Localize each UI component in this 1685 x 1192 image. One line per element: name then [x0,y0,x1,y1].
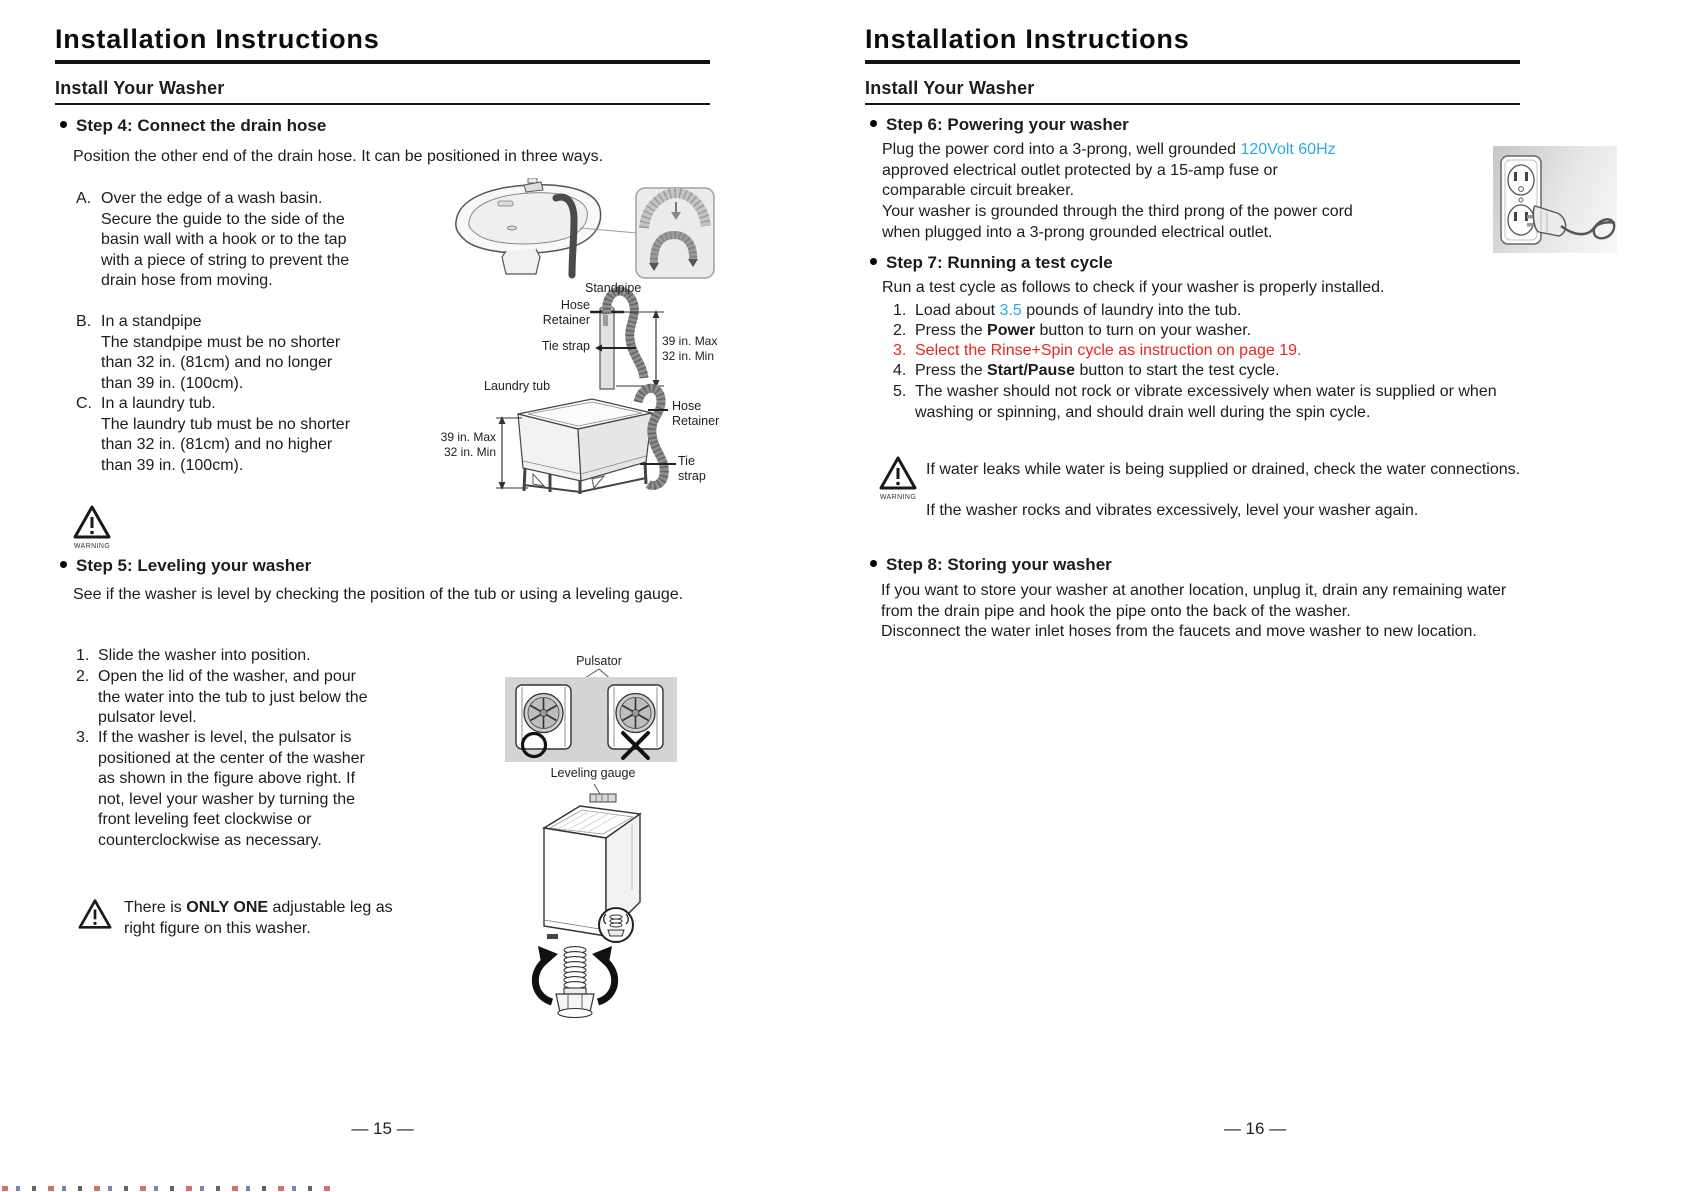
list-text: If the washer is level, the pulsator is positioned at the center of the washer as shown in the figure above right. If not, level your washer by turning the front leveling feet clockwise or counterclockwise as necessary. [98,729,365,849]
pulsator-comparison-illustration [503,651,683,783]
list-item [893,382,1501,423]
option-title: In a standpipe [101,313,202,330]
list-number: 2. [76,668,90,685]
step5-heading-row [60,556,311,576]
note-post: adjustable leg as right figure on this washer. [124,899,393,937]
list-text: Slide the washer into position. [98,647,311,664]
warning-icon [72,504,112,540]
step6-paragraph-2: Your washer is grounded through the third prong of the power cord when plugged into a 3-prong grounded electrical outlet. [882,203,1353,241]
list-text: Select the Rinse+Spin cycle as instruction on page 19. [915,342,1302,359]
list-item [893,341,1515,362]
page-title: Installation Instructions [55,24,380,54]
outlet-plug-illustration [1493,146,1617,253]
section-rule [865,103,1520,105]
list-number: 1. [893,302,907,319]
step6-heading-row [870,115,1129,135]
footer-print-artifact [2,1186,332,1191]
option-body: The laundry tub must be no shorter than 32 in. (81cm) and no higher than 39 in. (100cm). [101,415,351,474]
option-body: Secure the guide to the side of the basin wall with a hook or to the tap with a piece of string to prevent the drain hose from moving. [101,210,350,289]
diagram-label: Leveling gauge [550,766,636,780]
list-number: 2. [893,322,907,339]
section-heading: Install Your Washer [865,78,1035,98]
diagram-label: Standpipe [585,281,642,295]
warning-icon [878,455,918,491]
list-text [915,301,1515,322]
option-label: B. [76,313,92,330]
option-label: A. [76,190,92,207]
step8-paragraph-2: Disconnect the water inlet hoses from the faucets and move washer to new location. [881,623,1477,640]
diagram-label: Tie strap [678,454,706,483]
warning-icon [77,898,113,930]
list-text: The washer should not rock or vibrate excessively when water is supplied or when washing or spinning, and should drain well during the spin cycle. [915,383,1497,421]
pulsator-comparison-diagram [503,651,683,783]
option-text [101,189,351,292]
list-text-post: button to turn on your washer. [1035,322,1252,339]
list-text-pre: Press the [915,362,988,379]
list-number: 1. [76,647,90,664]
list-text-bold: Power [987,322,1036,339]
step7-heading-row [870,253,1113,273]
list-item [893,361,1515,382]
step4-heading: Step 4: Connect the drain hose [76,116,327,135]
diagram-label: Hose Retainer [672,399,720,428]
list-item [76,667,378,729]
warning-caption: WARNING [73,543,111,550]
bullet-icon [60,561,67,568]
step6-p1-highlight: 120Volt 60Hz [1240,141,1336,158]
warning-block [876,455,920,501]
option-title: In a laundry tub. [101,395,216,412]
option-text [101,394,351,476]
list-text-pre: Press the [915,322,988,339]
outlet-plug-drawing [1493,146,1617,253]
note-text [124,898,420,939]
step8-heading: Step 8: Storing your washer [886,555,1112,574]
list-item [893,321,1515,342]
page-number: — 15 — [351,1119,414,1138]
list-text-bold: Start/Pause [987,362,1076,379]
title-rule [865,60,1520,64]
list-number: 4. [893,362,907,379]
note-pre: There is [124,899,187,916]
list-item [76,728,380,851]
list-text-post: pounds of laundry into the tub. [1021,302,1242,319]
list-item [76,646,378,667]
step8-heading-row [870,555,1112,575]
step6-p1-pre: Plug the power cord into a 3-prong, well grounded [882,141,1241,158]
dimension-label: 39 in. Max [440,430,496,444]
option-body: The standpipe must be no shorter than 32 in. (81cm) and no longer than 39 in. (100cm). [101,333,341,392]
list-number: 3. [76,729,90,746]
option-label: C. [76,395,92,412]
diagram-label: Hose Retainer [542,298,590,327]
step8-paragraph-1: If you want to store your washer at another location, unplug it, drain any remaining water from the drain pipe and hook the pipe onto the back of the washer. [881,582,1507,620]
section-rule [55,103,710,105]
dimension-label: 32 in. Min [443,445,496,459]
washer-illustration [534,784,644,946]
warning-text-2: If the washer rocks and vibrates excessively, level your washer again. [926,502,1419,519]
step6-p1-post: approved electrical outlet protected by a 15-amp fuse or comparable circuit breaker. [882,161,1278,199]
diagram-label: Tie strap [541,339,590,353]
note-block [77,898,420,939]
step4-heading-row [60,116,326,136]
step4-intro: Position the other end of the drain hose. It can be positioned in three ways. [73,148,604,165]
list-number: 5. [893,383,907,400]
warning-caption: WARNING [879,494,917,501]
bullet-icon [60,121,67,128]
note-bold: ONLY ONE [186,899,269,916]
dimension-label: 39 in. Max [662,334,718,348]
step5-intro: See if the washer is level by checking the position of the tub or using a leveling gauge. [73,586,684,603]
warning-text-1: If water leaks while water is being supplied or drained, check the water connections. [926,461,1521,478]
step6-heading: Step 6: Powering your washer [886,115,1129,134]
bullet-icon [870,560,877,567]
list-text-highlight: 3.5 [999,302,1022,319]
step7-intro: Run a test cycle as follows to check if your washer is properly installed. [882,279,1385,296]
list-text [915,321,1515,342]
step5-heading: Step 5: Leveling your washer [76,556,312,575]
step6-paragraph-1 [882,140,1352,202]
bullet-icon [870,258,877,265]
bullet-icon [870,120,877,127]
diagram-label: Pulsator [576,654,622,668]
page-title: Installation Instructions [865,24,1190,54]
adjustable-leg-drawing [520,940,630,1028]
list-text-pre: Load about [915,302,1000,319]
option-b [76,312,351,394]
dimension-label: 32 in. Min [662,349,715,363]
option-title: Over the edge of a wash basin. [101,190,323,207]
list-text [915,361,1515,382]
warning-block [70,504,114,550]
washer-drawing [534,784,644,946]
list-text-post: button to start the test cycle. [1075,362,1280,379]
adjustable-leg-illustration [520,940,630,1028]
list-item [893,301,1515,322]
option-text [101,312,351,394]
title-rule [55,60,710,64]
list-text: Open the lid of the washer, and pour the water into the tub to just below the pulsator level. [98,668,368,726]
option-a [76,189,351,292]
section-heading: Install Your Washer [55,78,225,98]
list-number: 3. [893,342,907,359]
step7-heading: Step 7: Running a test cycle [886,253,1113,272]
option-c [76,394,351,476]
diagram-label: Laundry tub [484,379,551,393]
page-number: — 16 — [1223,1119,1287,1138]
drain-hose-diagram [440,178,720,496]
